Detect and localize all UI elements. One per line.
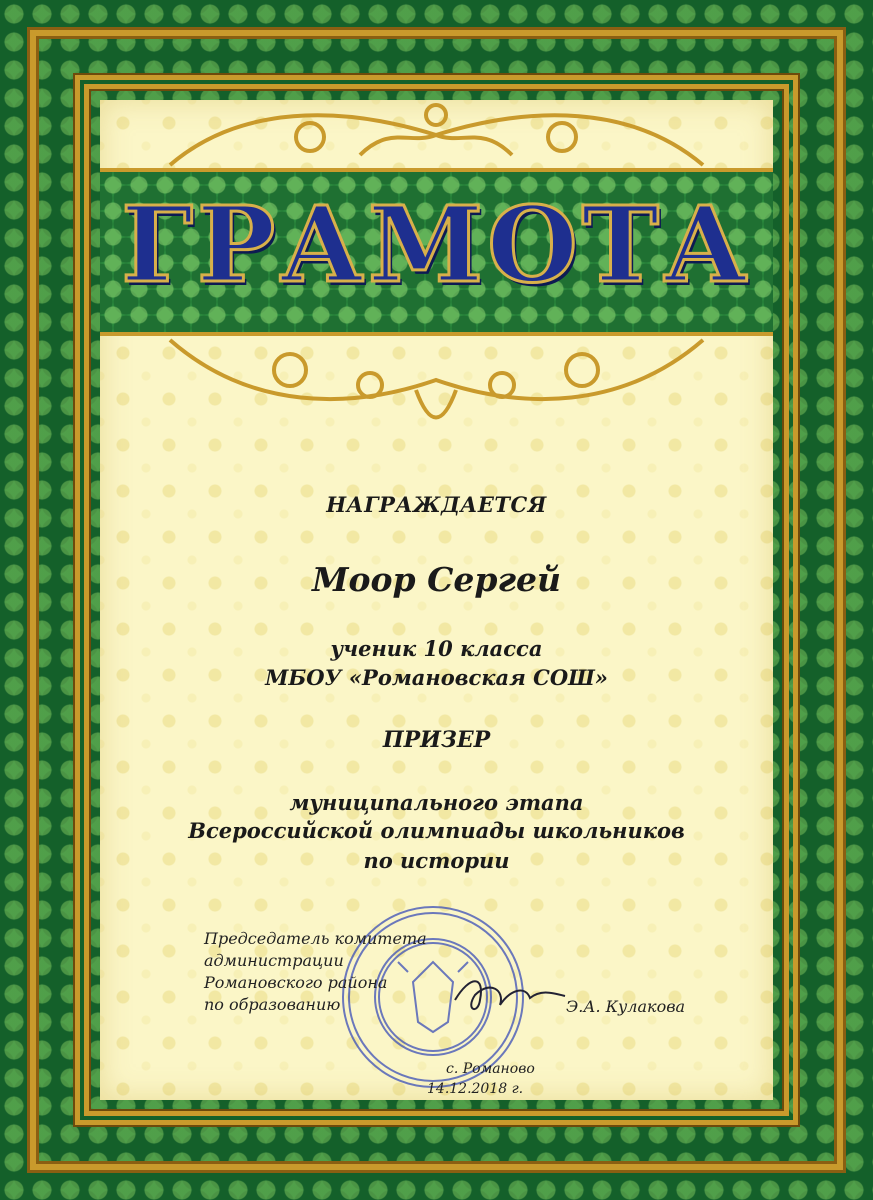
issue-date: 14.12.2018 г. [427,1081,524,1097]
certificate-title: ГРАМОТА [121,183,752,306]
issue-place: с. Романово [446,1061,535,1077]
recipient-name: Моор Сергей [312,560,561,599]
signatory-name: Э.А. Кулакова [566,997,686,1016]
event-line-3: по истории [363,848,510,873]
bottom-scroll-ornament [160,330,713,450]
signatory-line-4: по образованию [204,995,341,1014]
event-line-1: муниципального этапа [289,790,584,815]
signatory-line-3: Романовского района [204,973,388,992]
event-line-2: Всероссийской олимпиады школьников [188,818,685,843]
award-status: ПРИЗЕР [382,727,491,753]
signatory-block [204,928,427,1016]
school-line: МБОУ «Романовская СОШ» [265,665,608,690]
student-grade-line: ученик 10 класса [330,636,543,661]
handwritten-signature [450,970,570,1020]
signatory-line-1: Председатель комитета [204,929,427,948]
awarded-label: НАГРАЖДАЕТСЯ [326,492,547,517]
top-scroll-ornament [160,95,713,175]
signatory-line-2: администрации [204,951,344,970]
